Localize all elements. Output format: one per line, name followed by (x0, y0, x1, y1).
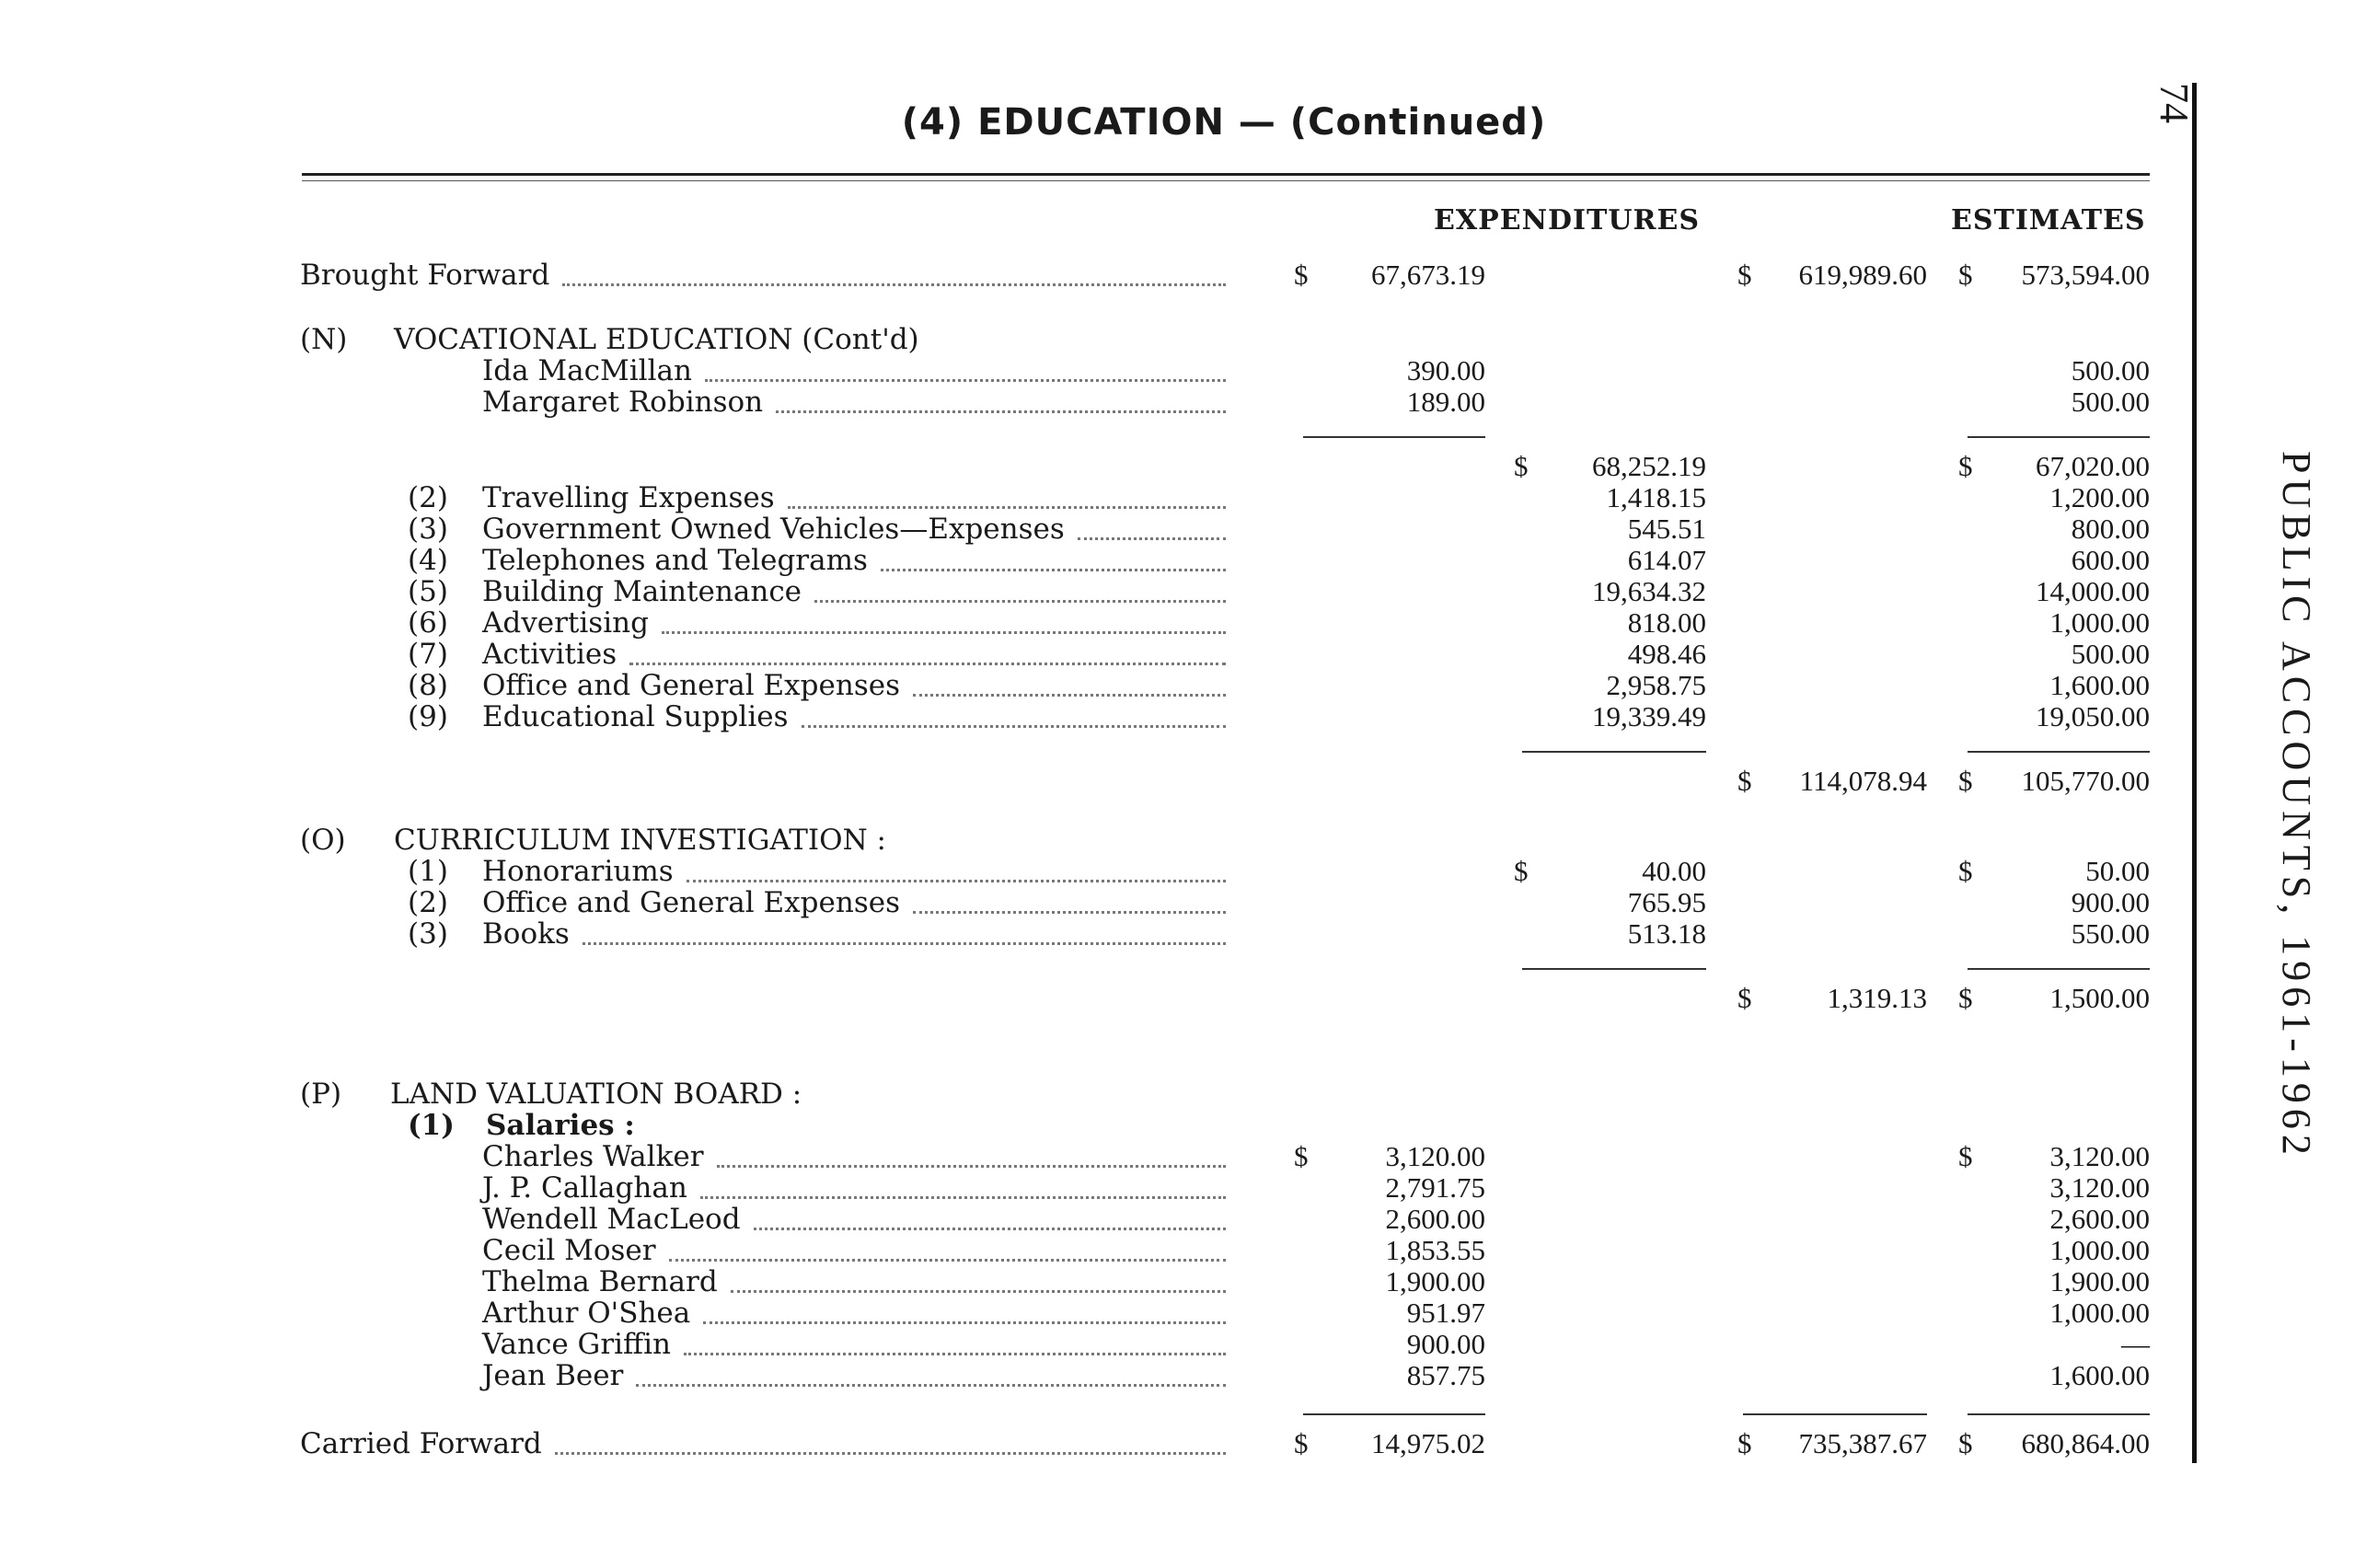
running-head: PUBLIC ACCOUNTS, 1961-1962 (2274, 451, 2319, 1160)
leader-dots (814, 596, 1226, 603)
leader-dots (754, 1224, 1226, 1230)
row-label: Thelma Bernard (482, 1265, 718, 1298)
currency-symbol: $ (1737, 765, 1752, 797)
amount-c1: 67,673.19 (1371, 259, 1485, 291)
row-label: Building Maintenance (482, 575, 802, 608)
amount-c4: 573,594.00 (2021, 259, 2150, 291)
subtotal-rule (1968, 968, 2150, 970)
col-head-expenditures: EXPENDITURES (1434, 204, 1700, 236)
amount-c4: 1,600.00 (2049, 1359, 2150, 1391)
amount-c3: 619,989.60 (1798, 259, 1927, 291)
row-code: (1) (408, 855, 448, 888)
section-heading: VOCATIONAL EDUCATION (Cont'd) (394, 323, 919, 356)
ledger-row (0, 639, 2190, 670)
ledger-row (0, 1172, 2190, 1204)
row-label: Salaries : (486, 1109, 635, 1142)
amount-c2: 2,958.75 (1606, 669, 1706, 701)
subtotal-rule (1303, 436, 1485, 438)
amount-c2: 68,252.19 (1592, 450, 1706, 482)
leader-dots (717, 1161, 1226, 1168)
ledger-row (0, 766, 2190, 797)
amount-c3: 114,078.94 (1799, 765, 1927, 797)
ledger-row (0, 513, 2190, 545)
amount-c1: 2,600.00 (1385, 1203, 1485, 1235)
ledger-row (0, 856, 2190, 887)
currency-symbol: $ (1958, 765, 1973, 797)
section-code: (P) (300, 1078, 342, 1111)
section-code: (O) (300, 824, 346, 857)
amount-c1: 2,791.75 (1385, 1171, 1485, 1204)
row-label: Educational Supplies (482, 700, 789, 733)
row-code: (3) (408, 917, 448, 951)
leader-dots (703, 1318, 1226, 1324)
ledger-row (0, 451, 2190, 482)
currency-symbol: $ (1958, 450, 1973, 482)
subtotal-rule (1968, 436, 2150, 438)
leader-dots (1078, 534, 1226, 540)
amount-c4: 1,000.00 (2049, 606, 2150, 639)
amount-c4: 900.00 (2071, 886, 2150, 918)
amount-c1: 189.00 (1406, 386, 1485, 418)
ledger-row (0, 324, 2190, 355)
row-label: Office and General Expenses (482, 669, 900, 702)
amount-c1: 3,120.00 (1385, 1140, 1485, 1172)
currency-symbol: $ (1737, 982, 1752, 1014)
row-code: (2) (408, 886, 448, 919)
row-label: Office and General Expenses (482, 886, 900, 919)
amount-c1: 951.97 (1406, 1297, 1485, 1329)
currency-symbol: $ (1294, 259, 1309, 291)
row-code: (2) (408, 481, 448, 514)
row-code: (8) (408, 669, 448, 702)
total-rule (1303, 1413, 1485, 1415)
amount-c1: 857.75 (1406, 1359, 1485, 1391)
leader-dots (881, 565, 1226, 571)
amount-c4: 3,120.00 (2049, 1171, 2150, 1204)
ledger-row (0, 1428, 2190, 1459)
row-code: (9) (408, 700, 448, 733)
amount-c1: 390.00 (1406, 354, 1485, 386)
header-rule-top (302, 173, 2150, 176)
amount-c4: 500.00 (2071, 354, 2150, 386)
row-code: (3) (408, 513, 448, 546)
row-label: Advertising (482, 606, 649, 640)
row-label: Charles Walker (482, 1140, 704, 1173)
amount-c2: 19,634.32 (1592, 575, 1706, 607)
amount-c4: 67,020.00 (2036, 450, 2150, 482)
row-label: Government Owned Vehicles—Expenses (482, 513, 1065, 546)
amount-c4: 1,000.00 (2049, 1297, 2150, 1329)
amount-c1: 1,853.55 (1385, 1234, 1485, 1266)
amount-c1: 1,900.00 (1385, 1265, 1485, 1297)
page-title: (4) EDUCATION — (Continued) (901, 101, 1547, 144)
amount-c4: 1,500.00 (2049, 982, 2150, 1014)
amount-c4: 800.00 (2071, 513, 2150, 545)
currency-symbol: $ (1737, 259, 1752, 291)
leader-dots (669, 1255, 1226, 1262)
row-label: Brought Forward (300, 259, 550, 292)
amount-c2: 1,418.15 (1606, 481, 1706, 513)
ledger-row (0, 983, 2190, 1014)
leader-dots (731, 1286, 1226, 1293)
leader-dots (629, 659, 1226, 665)
ledger-row (0, 1297, 2190, 1329)
ledger-row (0, 887, 2190, 918)
amount-c4: 19,050.00 (2036, 700, 2150, 732)
currency-symbol: $ (1958, 1427, 1973, 1459)
leader-dots (562, 280, 1226, 286)
leader-dots (776, 407, 1226, 413)
amount-c2: 498.46 (1627, 638, 1706, 670)
leader-dots (687, 876, 1226, 882)
amount-c2: 818.00 (1627, 606, 1706, 639)
ledger-row (0, 386, 2190, 418)
row-code: (7) (408, 638, 448, 671)
total-rule (1968, 1413, 2150, 1415)
row-label: Honorariums (482, 855, 674, 888)
amount-c4: — (2121, 1328, 2150, 1360)
currency-symbol: $ (1958, 1140, 1973, 1172)
row-label: J. P. Callaghan (482, 1171, 687, 1205)
total-rule (1743, 1413, 1927, 1415)
ledger-row (0, 1110, 2190, 1141)
amount-c3: 735,387.67 (1798, 1427, 1927, 1459)
ledger-row (0, 1235, 2190, 1266)
ledger-row (0, 259, 2190, 291)
row-label: Telephones and Telegrams (482, 544, 868, 577)
amount-c2: 765.95 (1627, 886, 1706, 918)
currency-symbol: $ (1958, 259, 1973, 291)
row-label: Margaret Robinson (482, 386, 764, 419)
currency-symbol: $ (1958, 982, 1973, 1014)
currency-symbol: $ (1294, 1427, 1309, 1459)
ledger-row (0, 918, 2190, 950)
ledger-row (0, 545, 2190, 576)
amount-c1: 900.00 (1406, 1328, 1485, 1360)
subtotal-rule (1522, 751, 1706, 753)
leader-dots (555, 1448, 1226, 1455)
leader-dots (913, 907, 1226, 914)
leader-dots (913, 690, 1226, 697)
leader-dots (705, 375, 1226, 382)
amount-c4: 500.00 (2071, 386, 2150, 418)
amount-c4: 1,900.00 (2049, 1265, 2150, 1297)
leader-dots (636, 1380, 1226, 1387)
amount-c4: 2,600.00 (2049, 1203, 2150, 1235)
amount-c4: 680,864.00 (2021, 1427, 2150, 1459)
leader-dots (788, 502, 1226, 509)
ledger-row (0, 824, 2190, 856)
amount-c2: 513.18 (1627, 917, 1706, 950)
amount-c4: 1,600.00 (2049, 669, 2150, 701)
row-label: Activities (482, 638, 617, 671)
amount-c2: 545.51 (1627, 513, 1706, 545)
leader-dots (802, 721, 1226, 728)
row-label: Carried Forward (300, 1427, 542, 1460)
ledger-row (0, 355, 2190, 386)
row-label: Arthur O'Shea (482, 1297, 691, 1330)
row-label: Wendell MacLeod (482, 1203, 741, 1236)
ledger-row (0, 1329, 2190, 1360)
ledger-row (0, 701, 2190, 732)
currency-symbol: $ (1737, 1427, 1752, 1459)
leader-dots (583, 939, 1226, 945)
section-heading: LAND VALUATION BOARD : (390, 1078, 802, 1111)
row-code: (6) (408, 606, 448, 640)
amount-c4: 14,000.00 (2036, 575, 2150, 607)
leader-dots (684, 1349, 1226, 1355)
ledger-row (0, 1141, 2190, 1172)
page-number: 74 (2152, 83, 2197, 123)
currency-symbol: $ (1514, 855, 1529, 887)
row-label: Vance Griffin (482, 1328, 671, 1361)
amount-c1: 14,975.02 (1371, 1427, 1485, 1459)
leader-dots (662, 628, 1226, 634)
row-code: (4) (408, 544, 448, 577)
section-code: (N) (300, 323, 348, 356)
section-heading: CURRICULUM INVESTIGATION : (394, 824, 886, 857)
subtotal-rule (1522, 968, 1706, 970)
ledger-row (0, 1360, 2190, 1391)
row-label: Jean Beer (482, 1359, 624, 1392)
ledger-row (0, 1266, 2190, 1297)
currency-symbol: $ (1294, 1140, 1309, 1172)
amount-c4: 550.00 (2071, 917, 2150, 950)
ledger-row (0, 576, 2190, 607)
amount-c4: 3,120.00 (2049, 1140, 2150, 1172)
amount-c2: 614.07 (1627, 544, 1706, 576)
amount-c2: 19,339.49 (1592, 700, 1706, 732)
ledger-row (0, 1078, 2190, 1110)
row-label: Ida MacMillan (482, 354, 692, 387)
amount-c4: 600.00 (2071, 544, 2150, 576)
currency-symbol: $ (1514, 450, 1529, 482)
row-code: (1) (408, 1109, 455, 1142)
amount-c4: 50.00 (2085, 855, 2150, 887)
row-code: (5) (408, 575, 448, 608)
leader-dots (700, 1193, 1226, 1199)
ledger-row (0, 482, 2190, 513)
amount-c2: 40.00 (1642, 855, 1706, 887)
ledger-row (0, 1204, 2190, 1235)
margin-rule (2192, 83, 2197, 1463)
amount-c4: 1,000.00 (2049, 1234, 2150, 1266)
row-label: Books (482, 917, 570, 951)
col-head-estimates: ESTIMATES (1951, 204, 2146, 236)
row-label: Cecil Moser (482, 1234, 656, 1267)
currency-symbol: $ (1958, 855, 1973, 887)
subtotal-rule (1968, 751, 2150, 753)
header-rule-bottom (302, 180, 2150, 181)
amount-c4: 500.00 (2071, 638, 2150, 670)
row-label: Travelling Expenses (482, 481, 775, 514)
amount-c3: 1,319.13 (1827, 982, 1927, 1014)
ledger-row (0, 670, 2190, 701)
ledger-row (0, 607, 2190, 639)
amount-c4: 105,770.00 (2021, 765, 2150, 797)
amount-c4: 1,200.00 (2049, 481, 2150, 513)
